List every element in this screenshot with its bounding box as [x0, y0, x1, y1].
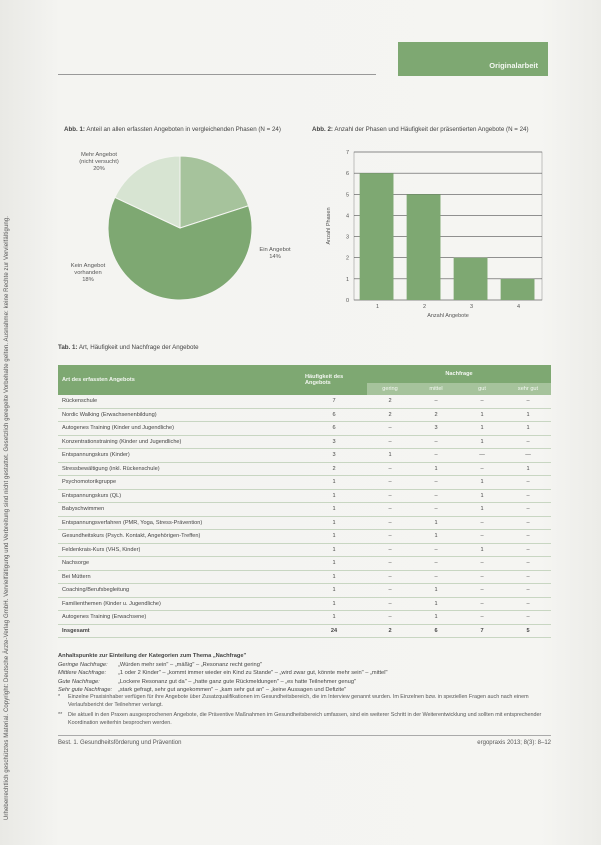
cell-offer: Psychomotorikgruppe	[58, 476, 301, 490]
cell-offer: Entspannungskurs (Kinder)	[58, 449, 301, 463]
table-row	[58, 570, 551, 584]
cell-offer: Coaching/Berufsbegleitung	[58, 584, 301, 598]
col-header-frequency: Häufigkeit des Angebots	[301, 365, 367, 395]
cell-demand: 1	[459, 543, 505, 557]
cell-demand: –	[367, 435, 413, 449]
bar-1	[360, 173, 394, 300]
cell-demand: 1	[367, 449, 413, 463]
bar-4	[501, 279, 535, 300]
cell-demand: 1	[505, 422, 551, 436]
table-row	[58, 449, 551, 463]
notes-row	[58, 661, 551, 670]
pie-label-1-line-1: Mehr Angebot	[80, 152, 118, 158]
table-row	[58, 584, 551, 598]
cell-demand: 2	[367, 624, 413, 638]
cell-frequency: 1	[301, 503, 367, 517]
cell-offer: Insgesamt	[58, 624, 301, 638]
cell-demand: —	[505, 449, 551, 463]
fig1-caption-text: Anteil an allen erfassten Angeboten in vergleichenden Phasen (N = 24)	[86, 126, 281, 133]
bar-chart	[318, 146, 550, 326]
cell-demand: 1	[505, 462, 551, 476]
notes-key: Gute Nachfrage:	[58, 678, 100, 685]
table-label: Tab. 1:	[58, 344, 78, 351]
pie-chart	[105, 153, 255, 303]
cell-offer: Babyschwimmen	[58, 503, 301, 517]
bar-2	[407, 194, 441, 300]
cell-demand: –	[505, 584, 551, 598]
cell-frequency: 1	[301, 611, 367, 625]
cell-demand: –	[459, 611, 505, 625]
table-row	[58, 422, 551, 436]
footer-rule	[58, 735, 551, 736]
cell-offer: Entspannungsverfahren (PMR, Yoga, Stress-Prävention)	[58, 516, 301, 530]
cell-demand: 2	[367, 408, 413, 422]
cell-offer: Bei Müttern	[58, 570, 301, 584]
table-row	[58, 489, 551, 503]
cell-demand: –	[505, 543, 551, 557]
footnote-marker: *	[58, 694, 61, 700]
sub-header-good: gut	[459, 383, 505, 395]
cell-offer: Nachsorge	[58, 557, 301, 571]
cell-frequency: 7	[301, 395, 367, 408]
pie-label-2-value: 14%	[269, 254, 281, 260]
y-axis-label: Anzahl Phasen	[326, 207, 332, 245]
cell-demand: –	[367, 476, 413, 490]
cell-demand: –	[459, 557, 505, 571]
sub-header-medium: mittel	[413, 383, 459, 395]
cell-demand: —	[459, 449, 505, 463]
cell-demand: –	[367, 516, 413, 530]
table-row	[58, 408, 551, 422]
table-row	[58, 543, 551, 557]
y-tick-label: 7	[345, 150, 349, 156]
cell-demand: –	[505, 435, 551, 449]
cell-demand: –	[505, 395, 551, 408]
table-caption-text: Art, Häufigkeit und Nachfrage der Angebote	[78, 344, 199, 351]
cell-demand: –	[367, 597, 413, 611]
fig2-caption	[312, 126, 552, 134]
cell-demand: 1	[413, 462, 459, 476]
y-tick-label: 3	[345, 234, 349, 241]
pie-label-1-value: 20%	[93, 166, 105, 172]
cell-demand: –	[505, 476, 551, 490]
cell-demand: –	[367, 489, 413, 503]
footnote-text: Die aktuell in den Praxen ausgesprochenen Angebote, die Präventive Maßnahmen im Gesundheitsbereich umfassen, sind ein weiterer Schritt in der Weiterentwicklung und sollten mit entsprechender Koordination weiterhin besprochen werden.	[68, 712, 542, 726]
cell-demand: –	[413, 543, 459, 557]
cell-demand: –	[367, 557, 413, 571]
cell-demand: –	[459, 462, 505, 476]
col-header-offer: Art des erfassten Angebots	[58, 365, 301, 395]
cell-demand: –	[459, 516, 505, 530]
footnote-marker: **	[58, 712, 63, 718]
table-caption	[58, 344, 458, 352]
fig2-caption-text: Anzahl der Phasen und Häufigkeit der präsentierten Angebote (N = 24)	[334, 126, 529, 133]
cell-demand: 1	[459, 489, 505, 503]
x-tick-label: 1	[375, 304, 380, 310]
cell-demand: –	[505, 570, 551, 584]
y-tick-label: 5	[345, 192, 349, 199]
section-title: Originalarbeit	[489, 61, 538, 70]
cell-frequency: 3	[301, 435, 367, 449]
cell-demand: –	[505, 530, 551, 544]
cell-demand: –	[413, 395, 459, 408]
cell-frequency: 3	[301, 449, 367, 463]
cell-demand: –	[505, 611, 551, 625]
notes-value: „stark gefragt, sehr gut angekommen" – „kam sehr gut an" – „keine Aussagen und Defizite"	[118, 687, 347, 693]
cell-frequency: 1	[301, 530, 367, 544]
table-row	[58, 435, 551, 449]
cell-frequency: 24	[301, 624, 367, 638]
pie-label-3-value: 18%	[82, 277, 94, 283]
cell-demand: –	[367, 462, 413, 476]
cell-demand: 1	[413, 584, 459, 598]
cell-frequency: 1	[301, 489, 367, 503]
table-row	[58, 516, 551, 530]
cell-demand: –	[367, 530, 413, 544]
pie-label-3-line-2: vorhanden	[74, 270, 102, 276]
cell-demand: –	[367, 611, 413, 625]
table-row	[58, 557, 551, 571]
table-row	[58, 597, 551, 611]
cell-offer: Autogenes Training (Erwachsene)	[58, 611, 301, 625]
cell-offer: Rückenschule	[58, 395, 301, 408]
cell-frequency: 1	[301, 584, 367, 598]
cell-demand: 3	[413, 422, 459, 436]
x-axis-label: Anzahl Angebote	[427, 313, 469, 319]
notes-key: Geringe Nachfrage:	[58, 661, 108, 668]
cell-demand: –	[367, 584, 413, 598]
cell-demand: 5	[505, 624, 551, 638]
sub-header-very-good: sehr gut	[505, 383, 551, 395]
pie-label-3	[58, 263, 118, 284]
cell-demand: 2	[367, 395, 413, 408]
cell-frequency: 1	[301, 597, 367, 611]
table-row	[58, 530, 551, 544]
cell-frequency: 6	[301, 422, 367, 436]
cell-demand: 7	[459, 624, 505, 638]
cell-demand: –	[459, 530, 505, 544]
cell-demand: 1	[459, 408, 505, 422]
cell-demand: –	[459, 395, 505, 408]
cell-demand: –	[413, 476, 459, 490]
notes-row	[58, 669, 551, 678]
notes-key: Mittlere Nachfrage:	[58, 670, 107, 676]
cell-demand: 1	[505, 408, 551, 422]
demand-notes	[58, 652, 551, 695]
cell-demand: –	[505, 557, 551, 571]
table-row	[58, 395, 551, 408]
cell-demand: 2	[413, 408, 459, 422]
x-tick-label: 4	[516, 304, 521, 310]
cell-demand: –	[459, 597, 505, 611]
cell-offer: Entspannungskurs (QL)	[58, 489, 301, 503]
cell-offer: Autogenes Training (Kinder und Jugendliche)	[58, 422, 301, 436]
notes-value: „Würden mehr sein" – „mäßig" – „Resonanz recht gering"	[118, 661, 262, 668]
footer-left: Best. 1. Gesundheitsförderung und Prävention	[58, 740, 182, 746]
table-row	[58, 462, 551, 476]
cell-demand: –	[413, 570, 459, 584]
cell-demand: 1	[459, 435, 505, 449]
y-tick-label: 4	[345, 213, 349, 220]
cell-demand: 1	[413, 611, 459, 625]
pie-label-3-line-1: Kein Angebot	[70, 263, 106, 269]
notes-value: „1 oder 2 Kinder" – „kommt immer wieder ein Kind zu Stande" – „wird zwar gut, könnte mehr sein" – „mittel"	[118, 670, 388, 676]
cell-demand: –	[413, 503, 459, 517]
offers-table	[58, 365, 551, 638]
cell-offer: Nordic Walking (Erwachsenenbildung)	[58, 408, 301, 422]
cell-demand: –	[459, 584, 505, 598]
cell-offer: Konzentrationstraining (Kinder und Jugendliche)	[58, 435, 301, 449]
sidebar-copyright-text: Urheberrechtlich geschütztes Material. Copyright: Deutsche Ärzte-Verlag GmbH. Vervielfältigung und Verbreitung sind nicht gestattet. Gesetzlich geregelte Vorbehalte gelten. Ausnahme: keine Rechte zur Vervielfältigung.	[4, 215, 10, 820]
cell-demand: –	[413, 449, 459, 463]
table-row	[58, 611, 551, 625]
fig1-label: Abb. 1:	[64, 126, 85, 133]
cell-demand: –	[459, 570, 505, 584]
cell-demand: 6	[413, 624, 459, 638]
footnote-text: Einzelne Praxisinhaber verfügen für ihre Angebote über Zusatzqualifikationen im Gesundheitsbereich, die im Interview genannt wurden. Im Einzelnen bzw. in speziellen Fragen auch nach einem Verlaufsbericht der Teilnehmer verlangt.	[68, 694, 529, 708]
y-tick-label: 6	[345, 171, 349, 178]
cell-frequency: 1	[301, 516, 367, 530]
cell-demand: –	[505, 516, 551, 530]
cell-offer: Gesundheitskurs (Psych. Kontakt, Angehörigen-Treffen)	[58, 530, 301, 544]
cell-demand: –	[413, 557, 459, 571]
cell-demand: 1	[459, 422, 505, 436]
header-rule	[58, 74, 376, 75]
cell-frequency: 2	[301, 462, 367, 476]
x-tick-label: 2	[422, 304, 427, 310]
section-tab	[398, 42, 548, 76]
pie-label-1-line-2: (nicht versucht)	[79, 159, 119, 165]
notes-key: Sehr gute Nachfrage:	[58, 687, 113, 693]
notes-row	[58, 678, 551, 687]
cell-demand: 1	[459, 503, 505, 517]
cell-frequency: 1	[301, 557, 367, 571]
cell-offer: Stressbewältigung (inkl. Rückenschule)	[58, 462, 301, 476]
cell-frequency: 1	[301, 570, 367, 584]
fig2-label: Abb. 2:	[312, 126, 333, 133]
cell-demand: 1	[459, 476, 505, 490]
notes-value: „Lockere Resonanz gut da" – „hatte ganz gute Rückmeldungen" – „es hatte Teilnehmer genug"	[118, 678, 357, 685]
pie-label-2-line-1: Ein Angebot	[259, 247, 291, 253]
cell-demand: 1	[413, 516, 459, 530]
cell-demand: –	[367, 570, 413, 584]
bar-3	[454, 258, 488, 300]
cell-demand: –	[505, 597, 551, 611]
cell-offer: Familienthemen (Kinder u. Jugendliche)	[58, 597, 301, 611]
cell-offer: Feldenkrais-Kurs (VHS, Kinder)	[58, 543, 301, 557]
fig1-caption	[64, 126, 294, 134]
sub-header-low: gering	[367, 383, 413, 395]
cell-frequency: 6	[301, 408, 367, 422]
cell-demand: –	[413, 489, 459, 503]
y-tick-label: 1	[345, 276, 349, 283]
footer-right: ergopraxis 2013; 8(3): 8–12	[477, 740, 551, 746]
x-tick-label: 3	[469, 304, 474, 310]
notes-title: Anhaltspunkte zur Einteilung der Kategorien zum Thema „Nachfrage"	[58, 653, 247, 659]
cell-demand: 1	[413, 597, 459, 611]
cell-demand: –	[367, 422, 413, 436]
cell-demand: –	[505, 503, 551, 517]
footnote-1	[58, 694, 551, 709]
cell-frequency: 1	[301, 476, 367, 490]
cell-demand: –	[413, 435, 459, 449]
table-total-row	[58, 624, 551, 638]
pie-label-2	[255, 247, 295, 261]
table-row	[58, 476, 551, 490]
pie-label-1	[64, 152, 134, 173]
cell-demand: –	[367, 503, 413, 517]
cell-frequency: 1	[301, 543, 367, 557]
cell-demand: 1	[413, 530, 459, 544]
y-tick-label: 0	[345, 298, 349, 304]
y-tick-label: 2	[345, 255, 349, 262]
table-row	[58, 503, 551, 517]
col-header-demand: Nachfrage	[367, 365, 551, 383]
footnote-2	[58, 712, 551, 727]
cell-demand: –	[367, 543, 413, 557]
cell-demand: –	[505, 489, 551, 503]
